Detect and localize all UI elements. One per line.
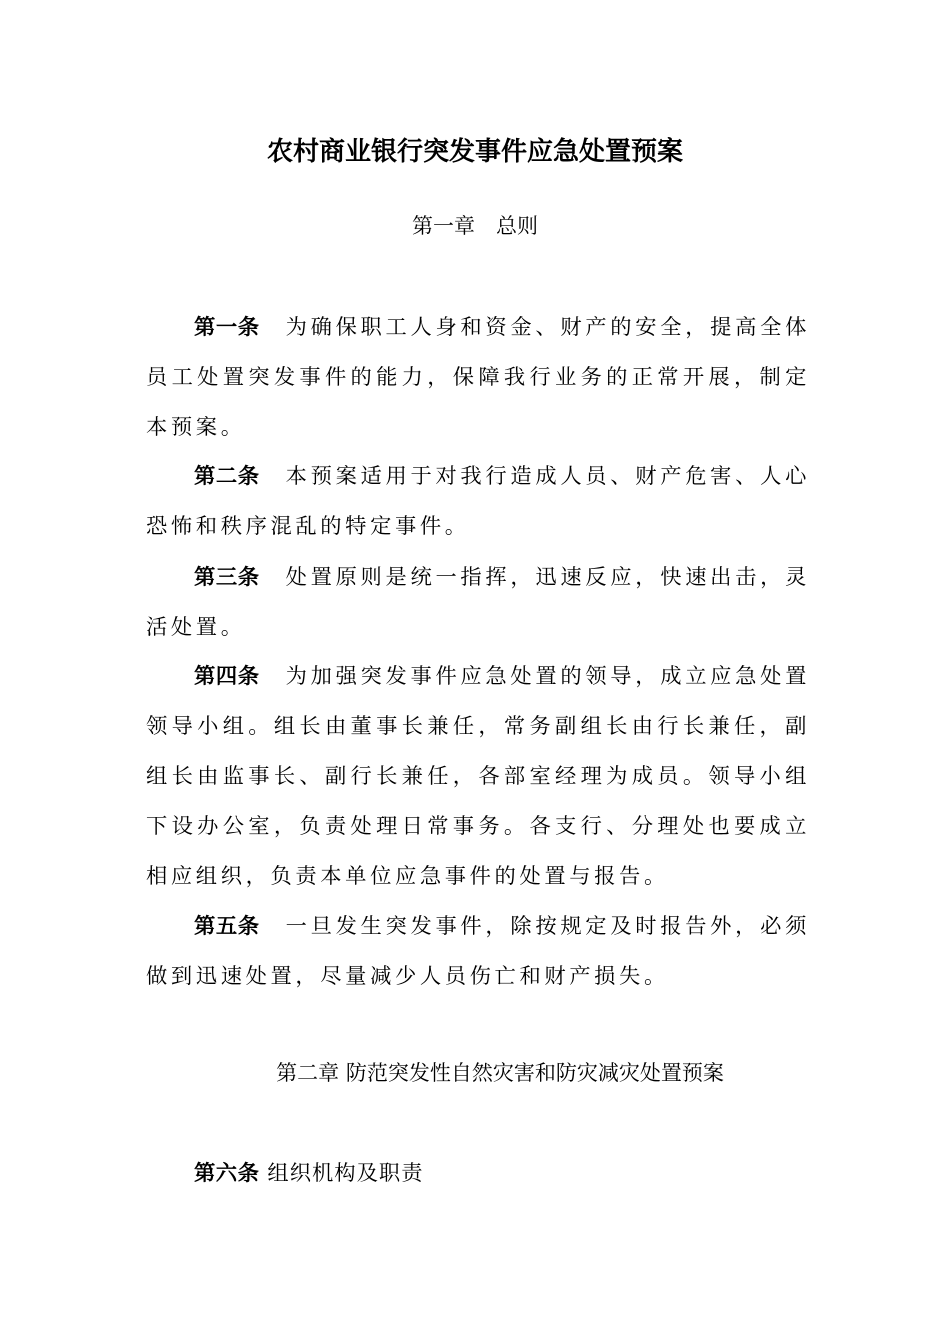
article-2 [146, 452, 810, 552]
article-label: 第六条 [194, 1161, 260, 1186]
article-label: 第三条 [194, 565, 260, 590]
article-label: 第五条 [194, 914, 260, 939]
article-text: 一旦发生突发事件，除按规定及时报告外，必须做到迅速处置，尽量减少人员伤亡和财产损失。 [146, 914, 810, 989]
article-label: 第四条 [194, 664, 260, 689]
document-title: 农村商业银行突发事件应急处置预案 [266, 137, 683, 167]
article-label: 第一条 [194, 315, 260, 340]
chapter-1-heading: 第一章 总则 [412, 214, 538, 238]
article-3 [146, 553, 810, 653]
article-4 [146, 652, 810, 902]
article-text: 组织机构及职责 [267, 1161, 424, 1186]
article-text: 本预案适用于对我行造成人员、财产危害、人心恐怖和秩序混乱的特定事件。 [146, 464, 810, 539]
article-text: 为确保职工人身和资金、财产的安全，提高全体员工处置突发事件的能力，保障我行业务的正常开展，制定本预案。 [146, 315, 810, 440]
article-text: 为加强突发事件应急处置的领导，成立应急处置领导小组。组长由董事长兼任，常务副组长由行长兼任，副组长由监事长、副行长兼任，各部室经理为成员。领导小组下设办公室，负责处理日常事务。各支行、分理处也要成立相应组织，负责本单位应急事件的处置与报告。 [146, 664, 810, 889]
article-1 [146, 303, 810, 453]
article-text: 处置原则是统一指挥，迅速反应，快速出击，灵活处置。 [146, 565, 810, 640]
article-6 [146, 1149, 810, 1199]
article-5 [146, 902, 810, 1002]
chapter-2-heading: 第二章 防范突发性自然灾害和防灾减灾处置预案 [276, 1061, 724, 1085]
article-label: 第二条 [194, 464, 260, 489]
